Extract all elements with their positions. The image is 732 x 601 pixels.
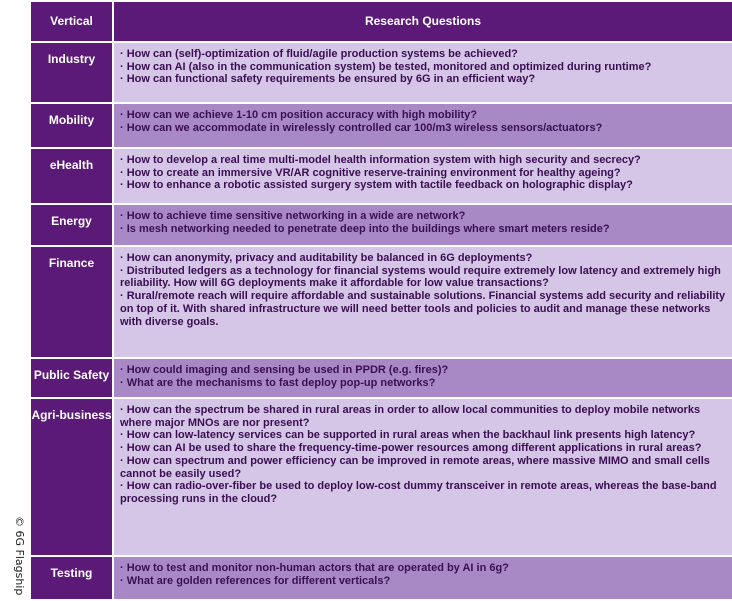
vertical-cell: Finance xyxy=(30,246,113,358)
question-item: reliability. How will 6G deployments make it affordable for low value transactions? xyxy=(120,277,549,290)
vertical-cell: Testing xyxy=(30,556,113,600)
question-item: · How can low-latency services can be supported in rural areas when the backhaul link presents high latency? xyxy=(120,429,696,442)
header-research-questions: Research Questions xyxy=(113,1,732,42)
question-item: · How can AI be used to share the frequency-time-power resources among different applications in rural areas? xyxy=(120,442,702,455)
table-row xyxy=(30,246,732,358)
question-item: · How to create an immersive VR/AR cognitive reserve-training environment for healthy ageing? xyxy=(120,166,621,179)
questions-cell xyxy=(113,556,732,600)
question-item: · How can the spectrum be shared in rural areas in order to allow local communities to deploy mobile networks where major MNOs are nor present? xyxy=(120,404,701,429)
table-header-row xyxy=(30,1,732,42)
table-row xyxy=(30,103,732,148)
question-item: · How to develop a real time multi-model health information system with high security and secrecy? xyxy=(120,154,641,166)
questions-cell xyxy=(113,148,732,204)
question-item: · How to achieve time sensitive networking in a wide are network? xyxy=(120,210,466,222)
table-row xyxy=(30,204,732,246)
question-item: · Is mesh networking needed to penetrate deep into the buildings where smart meters reside? xyxy=(120,222,610,235)
questions-cell xyxy=(113,246,732,358)
question-item: · How can (self)-optimization of fluid/agile production systems be achieved? xyxy=(120,48,518,60)
question-item: · How can radio-over-fiber be used to deploy low-cost dummy transceiver in remote areas, whereas the base-band processing runs in the cloud? xyxy=(120,480,717,505)
question-item: · What are the mechanisms to fast deploy pop-up networks? xyxy=(120,376,436,389)
question-item: · How can AI (also in the communication system) be tested, monitored and optimized during runtime? xyxy=(120,60,652,73)
question-item: · How to test and monitor non-human actors that are operated by AI in 6g? xyxy=(120,562,509,574)
questions-cell xyxy=(113,358,732,398)
question-item: · How can we achieve 1-10 cm position accuracy with high mobility? xyxy=(120,109,477,121)
question-item: · How can spectrum and power efficiency can be improved in remote areas, where massive MIMO and small cells cannot be easily used? xyxy=(120,454,710,480)
research-questions-table xyxy=(29,0,732,601)
table-row xyxy=(30,556,732,600)
questions-cell xyxy=(113,103,732,148)
question-item: · How could imaging and sensing be used in PPDR (e.g. fires)? xyxy=(120,364,449,376)
vertical-cell: Mobility xyxy=(30,103,113,148)
table-row xyxy=(30,358,732,398)
copyright-credit: © 6G Flagship xyxy=(13,516,26,596)
questions-cell xyxy=(113,42,732,103)
vertical-cell: Agri-business xyxy=(30,398,113,556)
question-item: · Rural/remote reach will require affordable and sustainable solutions. Financial systems add security and reliability on top of it. With shared infrastructure we will need better tools and policies to audit and manage these networks with diverse goals. xyxy=(120,290,726,328)
question-item: · Distributed ledgers as a technology for financial systems would require extremely low latency and extremely high xyxy=(120,264,721,277)
questions-cell xyxy=(113,204,732,246)
table-row xyxy=(30,42,732,103)
vertical-cell: Energy xyxy=(30,204,113,246)
header-vertical: Vertical xyxy=(30,1,113,42)
question-item: · How can anonymity, privacy and auditability be balanced in 6G deployments? xyxy=(120,252,533,264)
vertical-cell: Public Safety xyxy=(30,358,113,398)
question-item: · How can we accommodate in wirelessly controlled car 100/m3 wireless sensors/actuators? xyxy=(120,121,603,134)
questions-cell xyxy=(113,398,732,556)
vertical-cell: Industry xyxy=(30,42,113,103)
question-item: · How can functional safety requirements be ensured by 6G in an efficient way? xyxy=(120,73,536,86)
vertical-cell: eHealth xyxy=(30,148,113,204)
question-item: · What are golden references for different verticals? xyxy=(120,574,391,587)
question-item: · How to enhance a robotic assisted surgery system with tactile feedback on holographic display? xyxy=(120,179,633,192)
table-row xyxy=(30,148,732,204)
table-row xyxy=(30,398,732,556)
